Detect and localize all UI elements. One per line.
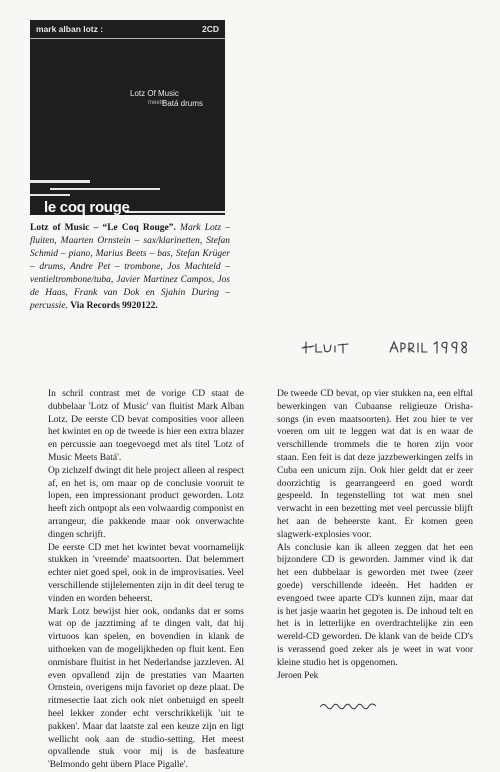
article-right-column bbox=[277, 388, 473, 682]
cover-light-streak bbox=[30, 180, 90, 183]
credits-body: Mark Lotz – fluiten, Maarten Ornstein – sax/klarinetten, Stefan Schmid – piano, Marius Beets – bas, Stefan Krüger – drums, Andre Pet – trombone, Jos Machteld – ventieltrombone/tuba, Javier Martinez Campos, Jos de Haas, Frank van Dok en Sjahin During – percussie. bbox=[30, 223, 230, 311]
credits-label-line: Via Records 9920122. bbox=[70, 301, 158, 311]
signoff-squiggle bbox=[318, 700, 378, 712]
album-cover bbox=[30, 20, 225, 215]
cover-disc-count: 2CD bbox=[201, 24, 219, 34]
article-paragraph: Als conclusie kan ik alleen zeggen dat het een bijzondere CD is geworden. Jammer vind ik dat het een dubbelaar is geworden met twee (zeer goede) verschillende ideeën. Het hadden er evengoed twee aparte CD's kunnen zijn, maar dat is het jasje waarin het gegoten is. De inhoud telt en het is in letterlijke en overdrachtelijke zin een wereld-CD geworden. De klank van de beide CD's is verassend goed zeker als je weet in wat voor kleine studio het is opgenomen. bbox=[277, 542, 473, 668]
cover-light-streak bbox=[30, 194, 70, 196]
article-paragraph: Mark Lotz bewijst hier ook, ondanks dat er soms wat op de jazztiming af te dingen valt, dat hij virtuoos kan spelen, en bovendien in klank de uithoeken van de mogelijkheden op fluit kent. Een onmisbare fluitist in het Nederlandse jazzleven. Al even opvallend zijn de prestaties van Maarten Ornstein, overigens mijn favoriet op deze plaat. De ritmesectie laat zich ook niet onbetuigd en speelt heel lekker zonder echt verschrikkelijk 'uit te pakken'. Maar dat laatste zal een keuze zijn en ligt wellicht ook aan de studio-setting. Het meest opvallende stuk voor mij is de basfeature 'Belmondo geht übern Place Pigalle'. bbox=[48, 606, 244, 771]
article-paragraph: De tweede CD bevat, op vier stukken na, een elftal bewerkingen van Cubaanse religieuze Orisha-songs (in even maatsoorten). Het zou hier te ver voeren om uit te leggen wat dat is en waar de verschillende trommels die te horen zijn voor staan. Een feit is dat deze jazzbewerkingen zelfs in Cuba een unicum zijn. Ook hier geldt dat er zeer doorzichtig is gearrangeerd en goed wordt gespeeld. In tegenstelling tot wat men snel verwacht in een bezetting met veel percussie blijft het aan de beheerste kant. Er komen geen slagwerk-explosies voor. bbox=[277, 389, 473, 540]
cover-title-line1: Lotz Of Music bbox=[130, 89, 179, 98]
album-credits bbox=[30, 222, 230, 313]
article-paragraph: Op zichzelf dwingt dit hele project alleen al respect af, en het is, om maar op de conclusie vooruit te lopen, een impressionant product geworden. Lotz heeft zich ontpopt als een volwaardig componist en arrangeur, die pakkende maar ook onverwachte dingen schrijft. bbox=[48, 465, 244, 540]
article-paragraph: In schril contrast met de vorige CD staat de dubbelaar 'Lotz of Music' van fluitist Mark Alban Lotz. De eerste CD bevat composities voor alleen het kwintet en op de tweede is hier een extra blazer en percussie aan toegevoegd met als titel 'Lotz of Music Meets Batá'. bbox=[48, 389, 244, 463]
cover-divider bbox=[30, 38, 225, 39]
cover-label-logo: le coq rouge bbox=[44, 199, 130, 215]
cover-artist: mark alban lotz : bbox=[36, 24, 104, 34]
cover-light-streak bbox=[125, 211, 225, 213]
credits-title: Lotz of Music – “Le Coq Rouge”. bbox=[30, 223, 176, 233]
cover-title-meets: meets bbox=[148, 100, 165, 106]
article-left-column bbox=[48, 388, 244, 772]
handwritten-note bbox=[300, 337, 470, 357]
article-author: Jeroen Pek bbox=[277, 670, 319, 681]
cover-light-streak bbox=[50, 188, 160, 190]
article-paragraph: De eerste CD met het kwintet bevat voornamelijk stukken in 'vreemde' maatsoorten. Dat belemmert echter niet goed spel, ook in de improvisaties. Veel verschillende stijlelementen zijn in dit deel terug te vinden en worden beheerst. bbox=[48, 542, 244, 604]
cover-title-line2: Batá drums bbox=[162, 99, 203, 108]
